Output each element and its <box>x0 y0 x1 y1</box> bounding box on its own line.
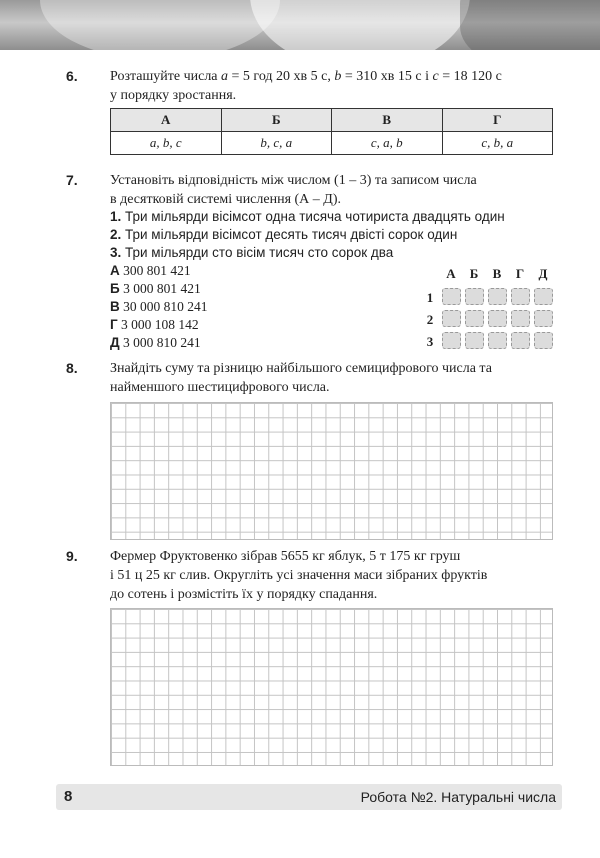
q9-text: Фермер Фруктовенко зібрав 5655 кг яблук, 5 т 175 кг груш і 51 ц 25 кг слив. Округліть усі значення маси зібраних фруктів до сотень і розмістіть їх у порядку спадання. <box>110 549 488 602</box>
answer-cell-3a[interactable] <box>442 332 461 349</box>
q6-value-b: b, c, a <box>221 132 332 155</box>
q8-text: Знайдіть суму та різницю найбільшого семицифрового числа та найменшого шестицифрового числа. <box>110 361 492 395</box>
footer-title: Робота №2. Натуральні числа <box>360 789 556 805</box>
q6-number: 6. <box>66 68 78 84</box>
q6-answer-table <box>110 108 553 155</box>
q7-text: Установіть відповідність між числом (1 – 3) та записом числа в десятковій системі числення (А – Д). <box>110 173 477 207</box>
q6-header-v: В <box>332 109 443 132</box>
q7-option-d: Д 3 000 810 241 <box>110 335 201 350</box>
grid-row-2: 2 <box>426 312 434 327</box>
q7-number: 7. <box>66 172 78 188</box>
answer-cell-1v[interactable] <box>488 288 507 305</box>
answer-cell-2b[interactable] <box>465 310 484 327</box>
answer-cell-2d[interactable] <box>534 310 553 327</box>
q9-answer-grid[interactable] <box>110 608 553 766</box>
answer-cell-1g[interactable] <box>511 288 530 305</box>
answer-cell-2g[interactable] <box>511 310 530 327</box>
answer-cell-3g[interactable] <box>511 332 530 349</box>
answer-cell-3v[interactable] <box>488 332 507 349</box>
q7-options <box>110 262 208 352</box>
grid-col-g: Г <box>515 266 525 281</box>
q8-number: 8. <box>66 360 78 376</box>
q8-answer-grid[interactable] <box>110 402 553 540</box>
q6-text: Розташуйте числа a = 5 год 20 хв 5 с, b = 310 хв 15 с і c = 18 120 с у порядку зростання. <box>110 69 502 103</box>
answer-cell-3b[interactable] <box>465 332 484 349</box>
grid-col-v: В <box>492 266 502 281</box>
q7-item-3: 3. Три мільярди сто вісім тисяч сто сорок два <box>110 245 394 260</box>
q6-header-a: А <box>111 109 222 132</box>
q6-value-a: a, b, c <box>111 132 222 155</box>
answer-cell-1d[interactable] <box>534 288 553 305</box>
page-footer <box>56 784 562 810</box>
q6-header-b: Б <box>221 109 332 132</box>
grid-col-d: Д <box>538 266 548 281</box>
answer-cell-1b[interactable] <box>465 288 484 305</box>
q7-item-1: 1. Три мільярди вісімсот одна тисяча чотириста двадцять один <box>110 209 505 224</box>
q7-option-v: В 30 000 810 241 <box>110 299 208 314</box>
q6-value-g: c, b, a <box>442 132 553 155</box>
q7-option-g: Г 3 000 108 142 <box>110 317 199 332</box>
answer-cell-2a[interactable] <box>442 310 461 327</box>
header-banner-image <box>0 0 600 50</box>
grid-col-a: А <box>446 266 456 281</box>
q7-option-a: А 300 801 421 <box>110 263 191 278</box>
q7-item-2: 2. Три мільярди вісімсот десять тисяч двісті сорок один <box>110 227 458 242</box>
q6-header-g: Г <box>442 109 553 132</box>
q9-number: 9. <box>66 548 78 564</box>
answer-cell-3d[interactable] <box>534 332 553 349</box>
answer-cell-1a[interactable] <box>442 288 461 305</box>
grid-col-b: Б <box>469 266 479 281</box>
q6-value-v: c, a, b <box>332 132 443 155</box>
grid-row-3: 3 <box>426 334 434 349</box>
answer-cell-2v[interactable] <box>488 310 507 327</box>
grid-row-1: 1 <box>426 290 434 305</box>
q7-items <box>110 208 553 262</box>
page-number: 8 <box>64 788 73 805</box>
q7-option-b: Б 3 000 801 421 <box>110 281 201 296</box>
